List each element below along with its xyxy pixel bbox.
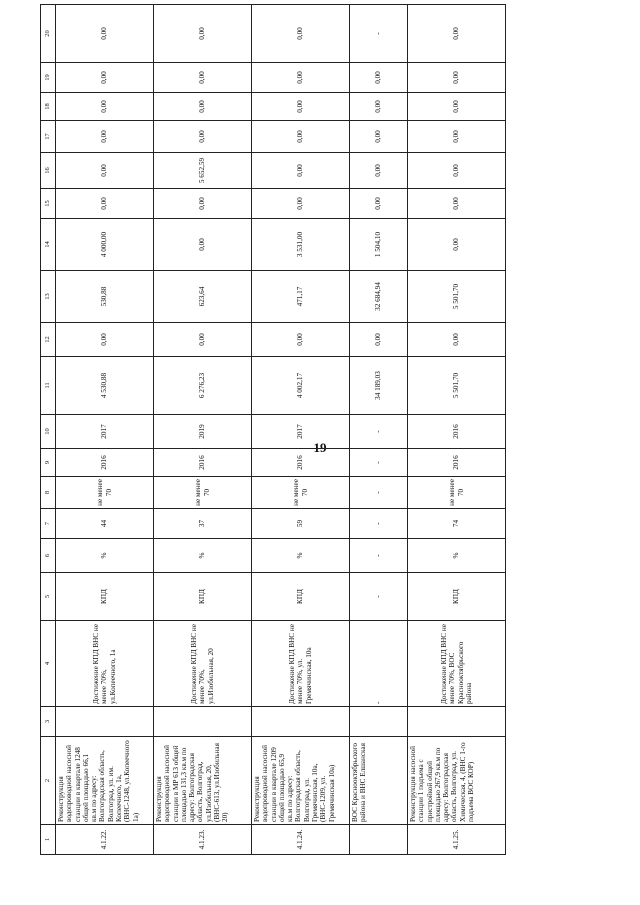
header-cell: 11: [41, 357, 56, 415]
amount-col18: 0,00: [56, 93, 154, 121]
cell-col3: [252, 707, 350, 737]
amount-col12: 0,00: [408, 323, 506, 357]
current-value: 59: [252, 509, 350, 539]
amount-col17: 0,00: [350, 121, 408, 153]
goal-text: Достижение КПД ВНС не менее 70%, ул.Изобильная, 20: [154, 621, 252, 707]
unit: %: [408, 539, 506, 573]
table-row: [350, 5, 408, 855]
amount-col17: 0,00: [154, 121, 252, 153]
row-number: 4.1.25.: [408, 825, 506, 855]
header-cell: 6: [41, 539, 56, 573]
table-row: [408, 5, 506, 855]
amount-col19: 0,00: [154, 63, 252, 93]
end-year: 2017: [252, 415, 350, 449]
amount-col15: 0,00: [56, 189, 154, 219]
header-row: [41, 5, 56, 855]
indicator: КПД: [252, 573, 350, 621]
end-year: 2016: [408, 415, 506, 449]
amount-col18: 0,00: [154, 93, 252, 121]
start-year: 2016: [56, 449, 154, 477]
goal-text: -: [350, 621, 408, 707]
header-cell: 1: [41, 825, 56, 855]
start-year: -: [350, 449, 408, 477]
amount-col20: 0,00: [56, 5, 154, 63]
investment-table: [40, 4, 506, 855]
amount-col12: 0,00: [154, 323, 252, 357]
goal-text: Достижение КПД ВНС не менее 70%, ул. Гремячинская, 10а: [252, 621, 350, 707]
row-number: [350, 825, 408, 855]
header-cell: 17: [41, 121, 56, 153]
amount-col19: 0,00: [408, 63, 506, 93]
amount-col20: 0,00: [252, 5, 350, 63]
cell-col3: [408, 707, 506, 737]
current-value: -: [350, 509, 408, 539]
unit: %: [56, 539, 154, 573]
total-amount: 34 189,03: [350, 357, 408, 415]
unit: %: [252, 539, 350, 573]
amount-col19: 0,00: [350, 63, 408, 93]
amount-col16: 0,00: [252, 153, 350, 189]
amount-col15: 0,00: [350, 189, 408, 219]
amount-col20: 0,00: [408, 5, 506, 63]
target-value: не менее 70: [252, 477, 350, 509]
indicator: КПД: [408, 573, 506, 621]
amount-col13: 530,88: [56, 271, 154, 323]
header-cell: 18: [41, 93, 56, 121]
end-year: -: [350, 415, 408, 449]
target-value: не менее 70: [56, 477, 154, 509]
indicator: КПД: [56, 573, 154, 621]
current-value: 44: [56, 509, 154, 539]
amount-col17: 0,00: [408, 121, 506, 153]
target-value: не менее 70: [408, 477, 506, 509]
amount-col16: 0,00: [408, 153, 506, 189]
amount-col16: 0,00: [350, 153, 408, 189]
amount-col18: 0,00: [252, 93, 350, 121]
cell-col3: [56, 707, 154, 737]
end-year: 2017: [56, 415, 154, 449]
header-cell: 3: [41, 707, 56, 737]
current-value: 37: [154, 509, 252, 539]
amount-col16: 0,00: [56, 153, 154, 189]
indicator: КПД: [154, 573, 252, 621]
current-value: 74: [408, 509, 506, 539]
rotated-table-frame: [40, 15, 575, 855]
amount-col19: 0,00: [56, 63, 154, 93]
amount-col20: -: [350, 5, 408, 63]
amount-col14: 4 000,00: [56, 219, 154, 271]
header-cell: 10: [41, 415, 56, 449]
amount-col14: 1 504,10: [350, 219, 408, 271]
table-row: [252, 5, 350, 855]
goal-text: Достижение КПД ВНС не менее 70%, ВОС Краснооктябрьского района: [408, 621, 506, 707]
target-value: -: [350, 477, 408, 509]
target-value: не менее 70: [154, 477, 252, 509]
amount-col14: 0,00: [408, 219, 506, 271]
amount-col15: 0,00: [154, 189, 252, 219]
header-cell: 16: [41, 153, 56, 189]
table-row: [154, 5, 252, 855]
amount-col13: 32 684,94: [350, 271, 408, 323]
start-year: 2016: [154, 449, 252, 477]
header-cell: 19: [41, 63, 56, 93]
total-amount: 4 002,17: [252, 357, 350, 415]
total-amount: 5 501,70: [408, 357, 506, 415]
header-cell: 8: [41, 477, 56, 509]
amount-col12: 0,00: [56, 323, 154, 357]
end-year: 2019: [154, 415, 252, 449]
amount-col12: 0,00: [252, 323, 350, 357]
start-year: 2016: [252, 449, 350, 477]
object-name: Реконструкция насосной станции 1 подъема с пристройкой общей площадью 267,9 кв.м по адресу: Волгоградская область, Волгоград, ул. Химическая, 4, (ВНС 1-го подъема ВОС КОР): [408, 737, 506, 825]
amount-col19: 0,00: [252, 63, 350, 93]
header-cell: 5: [41, 573, 56, 621]
header-cell: 13: [41, 271, 56, 323]
amount-col13: 471,17: [252, 271, 350, 323]
object-name: Реконструкция водопроводной насосной станции в квартале 1209 общей площадью 65,9 кв.м по адресу: Волгоградская область, Волгоград, ул. Гремячинская, 10а, (ВНС-1209, ул. Гремячинская 10а): [252, 737, 350, 825]
header-cell: 4: [41, 621, 56, 707]
amount-col14: 0,00: [154, 219, 252, 271]
start-year: 2016: [408, 449, 506, 477]
amount-col15: 0,00: [408, 189, 506, 219]
cell-col3: [350, 707, 408, 737]
header-cell: 14: [41, 219, 56, 271]
object-name: ВОС Краснооктябрьского района и ВНС Елшанская: [350, 737, 408, 825]
amount-col12: 0,00: [350, 323, 408, 357]
amount-col20: 0,00: [154, 5, 252, 63]
header-cell: 9: [41, 449, 56, 477]
unit: -: [350, 539, 408, 573]
amount-col17: 0,00: [56, 121, 154, 153]
cell-col3: [154, 707, 252, 737]
amount-col18: 0,00: [408, 93, 506, 121]
object-name: Реконструкция водопроводной насосной станции в квартале 1248 общей площадью 66,1 кв.м по адресу: Волгоградская область, Волгоград, ул. им. Копеечного, 1а, (ВНС-1248, ул.Копеечного 1а): [56, 737, 154, 825]
header-cell: 15: [41, 189, 56, 219]
amount-col13: 5 501,70: [408, 271, 506, 323]
amount-col15: 0,00: [252, 189, 350, 219]
header-cell: 7: [41, 509, 56, 539]
table-row: [56, 5, 154, 855]
header-cell: 12: [41, 323, 56, 357]
row-number: 4.1.23.: [154, 825, 252, 855]
page-number: 19: [313, 440, 327, 455]
total-amount: 4 530,88: [56, 357, 154, 415]
amount-col17: 0,00: [252, 121, 350, 153]
total-amount: 6 276,23: [154, 357, 252, 415]
amount-col18: 0,00: [350, 93, 408, 121]
object-name: Реконструкция водопроводной насосной станции в МР 613 общей площадью 131,3 кв.м по адресу: Волгоградская область, Волгоград, ул.Изобильная, 20, (ВНС-613, ул.Изобильная 20): [154, 737, 252, 825]
amount-col14: 3 531,00: [252, 219, 350, 271]
amount-col16: 5 652,59: [154, 153, 252, 189]
indicator: -: [350, 573, 408, 621]
amount-col13: 623,64: [154, 271, 252, 323]
header-cell: 2: [41, 737, 56, 825]
row-number: 4.1.22.: [56, 825, 154, 855]
unit: %: [154, 539, 252, 573]
goal-text: Достижение КПД ВНС не менее 70%, ул.Копеечного, 1а: [56, 621, 154, 707]
header-cell: 20: [41, 5, 56, 63]
row-number: 4.1.24.: [252, 825, 350, 855]
